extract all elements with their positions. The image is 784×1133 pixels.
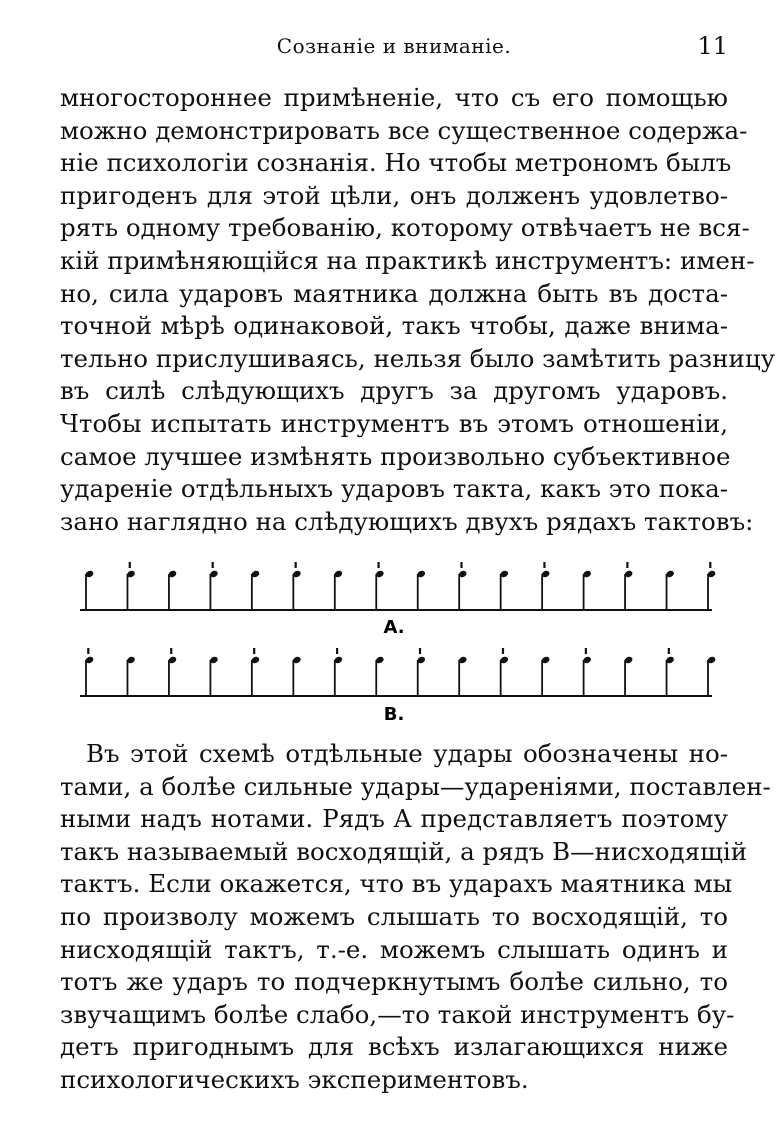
text-line: тельно прислушиваясь, нельзя было замѣтить разницу	[60, 343, 775, 373]
row-a-note	[582, 570, 592, 610]
row-b-note	[85, 648, 95, 696]
row-a-note	[250, 570, 260, 610]
text-line: нисходящій тактъ, т.-е. можемъ слышать одинъ и	[60, 934, 728, 964]
row-b-note	[292, 656, 302, 696]
row-a-note	[458, 562, 468, 610]
page-number: 11	[697, 32, 728, 60]
accent-mark	[253, 648, 255, 654]
row-a-note	[375, 562, 385, 610]
text-line: точной мѣрѣ одинаковой, такъ чтобы, даже внима-	[60, 311, 728, 341]
row-a-label: A.	[383, 617, 405, 638]
row-b-note	[582, 648, 592, 696]
row-b-note	[168, 648, 178, 696]
rhythm-figure	[60, 555, 728, 730]
text-line: кій примѣняющійся на практикѣ инструментъ: имен-	[60, 245, 755, 275]
rhythm-row-a	[80, 562, 716, 610]
text-line: въ силѣ слѣдующихъ другъ за другомъ ударовъ.	[60, 376, 728, 406]
accent-mark	[668, 648, 670, 654]
text-line: можно демонстрировать все существенное содержа-	[60, 115, 748, 145]
text-line: тотъ же ударъ то подчеркнутымъ болѣе сильно, то	[60, 967, 728, 997]
row-a-note	[499, 570, 509, 610]
accent-mark	[87, 648, 89, 654]
row-a-note	[333, 570, 343, 610]
paragraph-intro	[60, 82, 775, 538]
row-b-label: B.	[383, 704, 405, 725]
text-line: многостороннее примѣненіе, что съ его помощью	[60, 83, 728, 112]
rhythm-figure-svg	[60, 555, 728, 730]
text-line: ными надъ нотами. Рядъ A представляетъ поэтому	[60, 804, 728, 834]
text-line: Чтобы испытать инструментъ въ этомъ отношеніи,	[60, 408, 728, 438]
page-header	[60, 28, 728, 68]
accent-mark	[129, 562, 131, 568]
row-b-note	[624, 656, 634, 696]
rhythm-row-b	[80, 648, 716, 696]
row-b-note	[499, 648, 509, 696]
accent-mark	[212, 562, 214, 568]
accent-mark	[460, 562, 462, 568]
row-b-note	[209, 656, 219, 696]
text-line: такъ называемый восходящій, а рядъ B—нисходящій	[60, 836, 748, 866]
row-b-note	[250, 648, 260, 696]
text-line: по произволу можемъ слышать то восходящій, то	[60, 901, 728, 931]
text-line: рять одному требованію, которому отвѣчаетъ не вся-	[60, 213, 750, 243]
row-a-note	[209, 562, 219, 610]
row-a-note	[624, 562, 634, 610]
row-b-note	[126, 656, 136, 696]
accent-mark	[626, 562, 628, 568]
text-line: пригоденъ для этой цѣли, онъ долженъ удовлетво-	[60, 180, 728, 210]
text-line: Въ этой схемѣ отдѣльные удары обозначены но-	[86, 739, 728, 768]
running-title: Сознаніе и вниманіе.	[276, 34, 512, 58]
accent-mark	[377, 562, 379, 568]
row-a-note	[292, 562, 302, 610]
text-line: тами, а болѣе сильные удары—удареніями, поставлен-	[60, 771, 771, 801]
accent-mark	[585, 648, 587, 654]
accent-mark	[295, 562, 297, 568]
row-a-note	[665, 570, 675, 610]
text-line: детъ пригоднымъ для всѣхъ излагающихся ниже	[60, 1032, 728, 1062]
accent-mark	[502, 648, 504, 654]
accent-mark	[170, 648, 172, 654]
row-b-note	[665, 648, 675, 696]
row-b-note	[375, 656, 385, 696]
text-line: но, сила ударовъ маятника должна быть въ доста-	[60, 278, 728, 308]
text-line: удареніе отдѣльныхъ ударовъ такта, какъ это пока-	[60, 474, 728, 504]
row-a-note	[707, 562, 717, 610]
text-line: звучащимъ болѣе слабо,—то такой инструментъ бу-	[60, 999, 735, 1029]
paragraph-explanation	[60, 738, 771, 1097]
text-line: самое лучшее измѣнять произвольно субъективное	[60, 441, 731, 471]
accent-mark	[336, 648, 338, 654]
row-a-note	[85, 570, 95, 610]
accent-mark	[709, 562, 711, 568]
text-line: психологическихъ экспериментовъ.	[60, 1064, 529, 1094]
row-a-note	[541, 562, 551, 610]
accent-mark	[419, 648, 421, 654]
text-line: тактъ. Если окажется, что въ ударахъ маятника мы	[60, 869, 733, 899]
text-line: зано наглядно на слѣдующихъ двухъ рядахъ тактовъ:	[60, 506, 754, 536]
row-b-note	[458, 656, 468, 696]
row-b-note	[333, 648, 343, 696]
row-a-note	[168, 570, 178, 610]
row-b-note	[541, 656, 551, 696]
text-line: ніе психологіи сознанія. Но чтобы метрономъ былъ	[60, 148, 732, 178]
row-b-note	[707, 656, 717, 696]
accent-mark	[543, 562, 545, 568]
row-a-note	[416, 570, 426, 610]
row-a-note	[126, 562, 136, 610]
row-b-note	[416, 648, 426, 696]
